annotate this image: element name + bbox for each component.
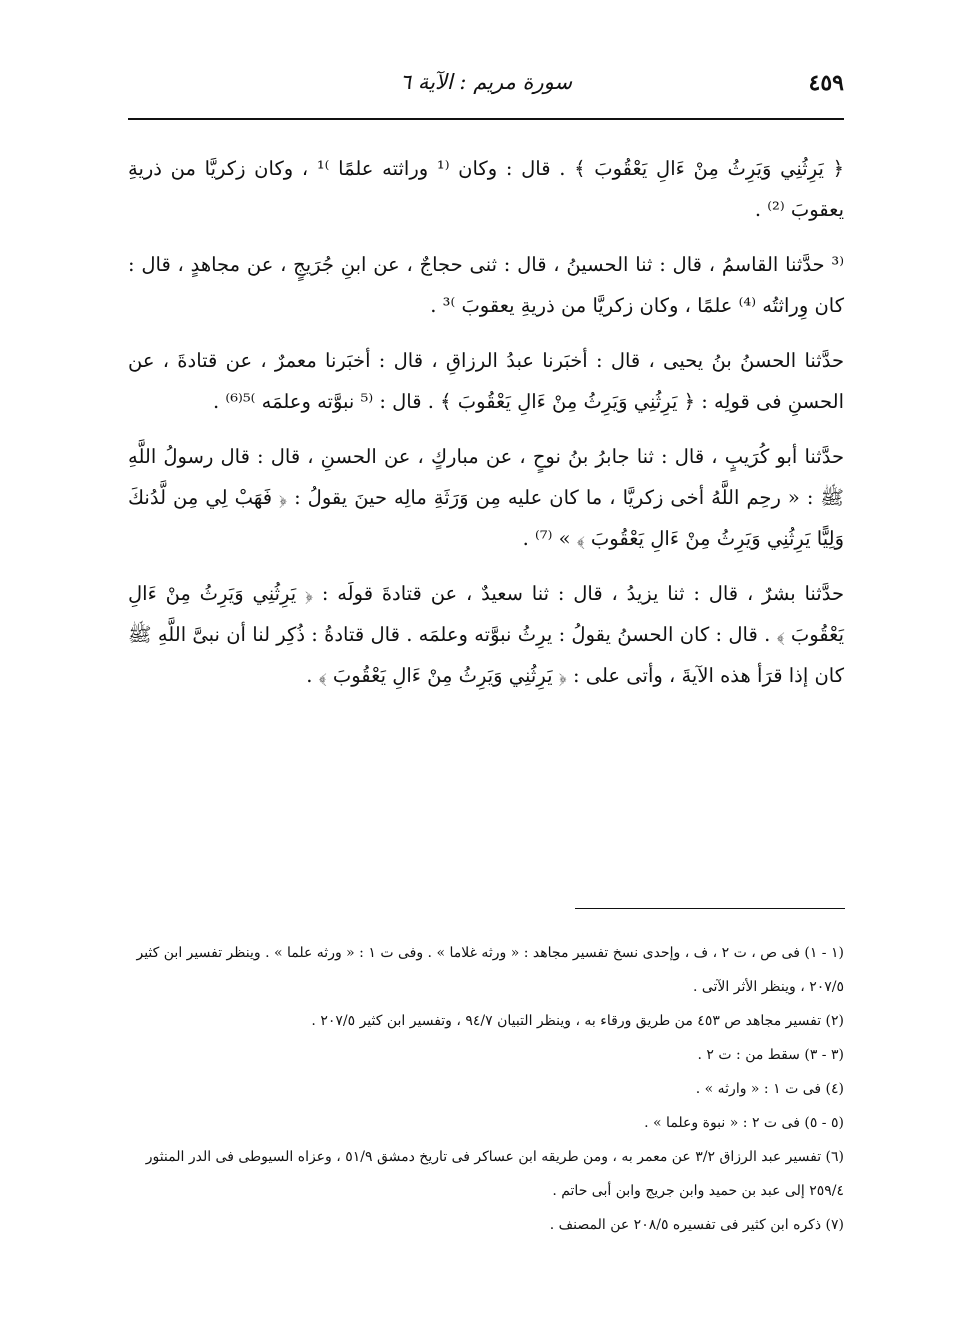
footnote-1: (١ - ١) فى ص ، ت ٢ ، ف ، وإحدى نسخ تفسير مجاهد : « ورثه غلاما » . وفى ت ١ : « ورثه علما » . وينظر تفسير ابن كثير ٢٠٧/٥ ، وينظر الأثر الآتى .: [136, 945, 844, 995]
footnote-6: (٦) تفسير عبد الرزاق ٣/٢ عن معمر به ، ومن طريقه ابن عساكر فى تاريخ دمشق ٥١/٩ ، وعزاه السيوطى فى الدر المنثور ٢٥٩/٤ إلى عبد بن حميد وابن جريج وابن أبى حاتم .: [145, 1149, 844, 1199]
footnotes: [128, 936, 844, 1242]
paragraph-4: حدَّثنا أبو كُرَيبٍ ، قال : ثنا جابرُ بنُ نوحٍ ، عن مباركٍ ، عن الحسنِ ، قال : قال رسولُ اللَّهِ ﷺ : « رحِم اللَّهُ أخى زكريَّا ، ما كان عليه مِن وَرَثَةِ مالِه حينَ يقولُ : ﴿ فَهَبْ لِي مِن لَّدُنكَ وَلِيًّا يَرِثُنِي وَيَرِثُ مِنْ ءَالِ يَعْقُوبَ ﴾ » ⁽⁷⁾ .: [128, 445, 844, 550]
paragraph-2: ⁽³ حدَّثنا القاسمُ ، قال : ثنا الحسينُ ، قال : ثنى حجاجٌ ، عن ابنِ جُرَيجٍ ، عن مجاهدٍ ، قال : كان وِراثتُه ⁽⁴⁾ علمًا ، وكان زكريَّا من ذريةِ يعقوبَ ⁾³ .: [128, 253, 844, 317]
paragraph-1: ﴿ يَرِثُنِي وَيَرِثُ مِنْ ءَالِ يَعْقُوبَ ﴾ . قال : وكان ⁽¹ وراثته علمًا ⁾¹ ، وكان زكريَّا من ذريةِ يعقوبَ ⁽²⁾ .: [128, 157, 844, 221]
main-text: [128, 148, 844, 710]
running-header: [128, 70, 844, 104]
footnote-3: (٣ - ٣) سقط من : ت ٢ .: [697, 1047, 844, 1063]
footnote-4: (٤) فى ت ١ : « وارثه » .: [695, 1081, 844, 1097]
running-title: سورة مريم : الآية ٦: [399, 70, 573, 94]
page-number: ٤٥٩: [808, 70, 844, 96]
footnote-separator: [575, 908, 845, 909]
footnote-5: (٥ - ٥) فى ت ٢ : « نبوة وعلما » .: [644, 1115, 844, 1131]
footnote-7: (٧) ذكره ابن كثير فى تفسيره ٢٠٨/٥ عن المصنف .: [549, 1217, 844, 1233]
footnote-2: (٢) تفسير مجاهد ص ٤٥٣ من طريق ورقاء به ، وينظر التبيان ٩٤/٧ ، وتفسير ابن كثير ٢٠٧/٥ .: [311, 1013, 844, 1029]
header-rule: [128, 118, 844, 120]
paragraph-5: حدَّثنا بشرٌ ، قال : ثنا يزيدُ ، قال : ثنا سعيدٌ ، عن قتادةَ قولَه : ﴿ يَرِثُنِي وَيَرِثُ مِنْ ءَالِ يَعْقُوبَ ﴾ . قال : كان الحسنُ يقولُ : يرِثُ نبوَّته وعلمَه . قال قتادةُ : ذُكِر لنا أن نبىَّ اللَّهِ ﷺ كان إذا قرَأ هذه الآيةَ ، وأتى على : ﴿ يَرِثُنِي وَيَرِثُ مِنْ ءَالِ يَعْقُوبَ ﴾ .: [128, 582, 844, 687]
paragraph-3: حدَّثنا الحسنُ بنُ يحيى ، قال : أخبَرنا عبدُ الرزاقِ ، قال : أخبَرنا معمرٌ ، عن قتادةَ ، عن الحسنِ فى قولِه : ﴿ يَرِثُنِي وَيَرِثُ مِنْ ءَالِ يَعْقُوبَ ﴾ . قال : ⁽⁵ نبوَّته وعلمَه ⁾⁵⁽⁶⁾ .: [128, 349, 844, 413]
